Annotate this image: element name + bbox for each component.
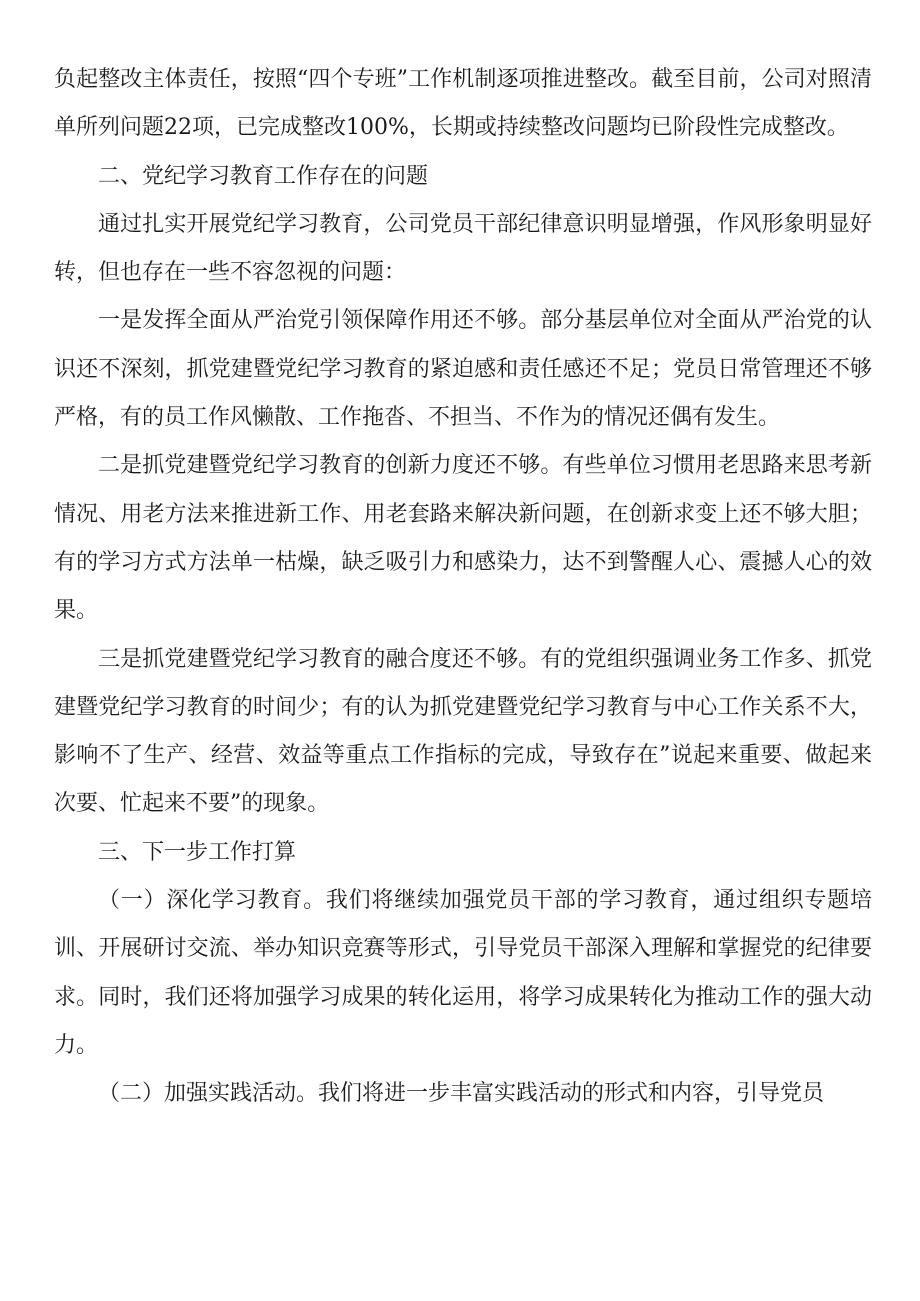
paragraph-continuation: 负起整改主体责任，按照“四个专班”工作机制逐项推进整改。截至目前，公司对照清单所列问题22项，已完成整改100%，长期或持续整改问题均已阶段性完成整改。: [54, 67, 872, 141]
paragraph-intro: 通过扎实开展党纪学习教育，公司党员干部纪律意识明显增强，作风形象明显好转，但也存在一些不容忽视的问题：: [54, 211, 872, 286]
paragraph-plan-2: （二）加强实践活动。我们将进一步丰富实践活动的形式和内容，引导党员: [98, 1081, 825, 1107]
paragraph-problem-3: 三是抓党建暨党纪学习教育的融合度还不够。有的党组织强调业务工作多、抓党建暨党纪学习教育的时间少；有的认为抓党建暨党纪学习教育与中心工作关系不大，影响不了生产、经营、效益等重点工作指标的完成，导致存在”说起来重要、做起来次要、忙起来不要”的现象。: [54, 646, 872, 817]
paragraph-problem-2: 二是抓党建暨党纪学习教育的创新力度还不够。有些单位习惯用老思路来思考新情况、用老方法来推进新工作、用老套路来解决新问题，在创新求变上还不够大胆；有的学习方式方法单一枯燥，缺乏吸引力和感染力，达不到警醒人心、震撼人心的效果。: [54, 453, 872, 624]
section-heading-2: 二、党纪学习教育工作存在的问题: [98, 163, 429, 189]
paragraph-problem-1: 一是发挥全面从严治党引领保障作用还不够。部分基层单位对全面从严治党的认识还不深刻，抓党建暨党纪学习教育的紧迫感和责任感还不足；党员日常管理还不够严格，有的员工作风懒散、工作拖沓、不担当、不作为的情况还偶有发生。: [54, 308, 872, 431]
paragraph-plan-1: （一）深化学习教育。我们将继续加强党员干部的学习教育，通过组织专题培训、开展研讨交流、举办知识竞赛等形式，引导党员干部深入理解和掌握党的纪律要求。同时，我们还将加强学习成果的转化运用，将学习成果转化为推动工作的强大动力。: [54, 888, 872, 1058]
section-heading-3: 三、下一步工作打算: [98, 839, 297, 865]
document-page: [54, 56, 872, 1119]
